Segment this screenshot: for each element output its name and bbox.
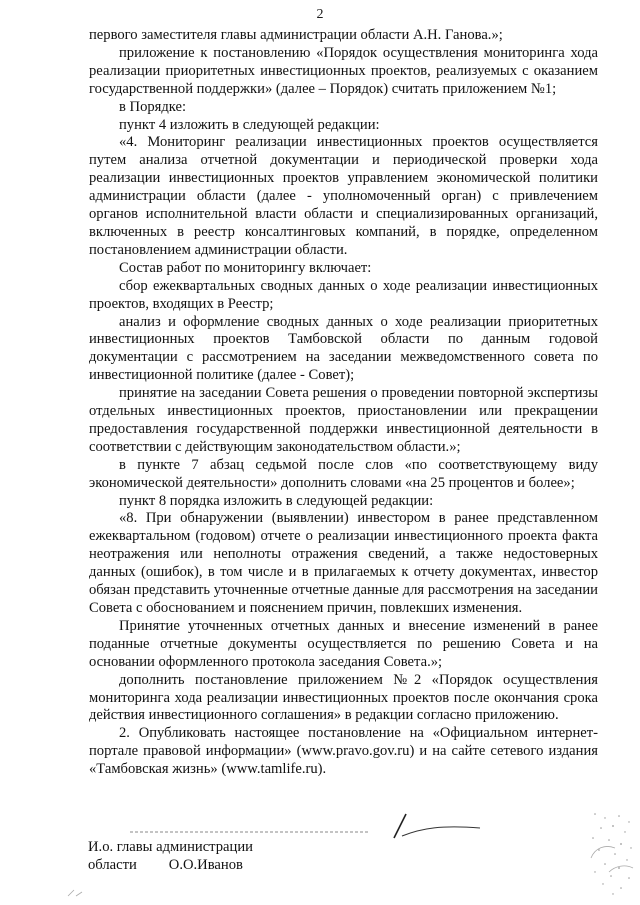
paragraph: пункт 8 порядка изложить в следующей редакции: bbox=[119, 492, 434, 509]
signature-block bbox=[88, 839, 253, 874]
paragraph: анализ и оформление сводных данных о ходе реализации приоритетных инвестиционных проектов Тамбовской области по данным годовой документации с рассмотрением на заседании межведомственного совета по инвестиционной политике (далее - Совет); bbox=[89, 313, 598, 384]
signatory-name: О.О.Иванов bbox=[168, 856, 243, 873]
paragraph: в Порядке: bbox=[119, 98, 187, 115]
paragraph: приложение к постановлению «Порядок осуществления мониторинга хода реализации приоритетных инвестиционных проектов, реализуемых с оказанием государственной поддержки» (далее – Порядок) считать приложением №1; bbox=[89, 44, 598, 97]
paragraph: Принятие уточненных отчетных данных и внесение изменений в ранее поданные отчетные документы осуществляется по решению Совета и на основании оформленного протокола заседания Совета.»; bbox=[89, 617, 598, 670]
paragraph: сбор ежеквартальных сводных данных о ходе реализации инвестиционных проектов, входящих в Реестр; bbox=[89, 277, 598, 312]
paragraph: пункт 4 изложить в следующей редакции: bbox=[119, 116, 380, 133]
margin-mark bbox=[66, 888, 86, 898]
separator-line bbox=[130, 829, 370, 835]
seal-stamp bbox=[585, 808, 639, 898]
signatory-title: И.о. главы администрации bbox=[88, 839, 253, 855]
paragraph: 2. Опубликовать настоящее постановление на «Официальном интернет-портале правовой информации» (www.pravo.gov.ru) и на сайте сетевого издания «Тамбовская жизнь» (www.tamlife.ru). bbox=[89, 725, 598, 778]
paragraph: принятие на заседании Совета решения о проведении повторной экспертизы отдельных инвестиционных проектов, приостановлении или прекращении предоставления государственной поддержки инвестиционной деятельности в соответствии с действующим законодательством области.»; bbox=[89, 385, 598, 455]
paragraph: в пункте 7 абзац седьмой после слов «по соответствующему виду экономической деятельности» дополнить словами «на 25 процентов и более»; bbox=[89, 456, 598, 491]
paragraph: первого заместителя главы администрации области А.Н. Ганова.»; bbox=[89, 27, 503, 43]
document-body bbox=[89, 27, 598, 779]
paragraph: «4. Мониторинг реализации инвестиционных проектов осуществляется путем анализа отчетной документации и периодической проверки хода реализации инвестиционных проектов управлением экономической политики администрации области (далее - уполномоченный орган) с привлечением органов исполнительной власти области и специализированных организаций, включенных в реестр консалтинговых компаний, в порядке, определенном постановлением администрации области. bbox=[89, 134, 598, 258]
page-number: 2 bbox=[316, 7, 324, 22]
paragraph: дополнить постановление приложением №2 «Порядок осуществления мониторинга хода реализации инвестиционных проектов после окончания срока действия инвестиционного соглашения» в редакции согласно приложению. bbox=[89, 671, 598, 724]
signature-mark bbox=[380, 808, 490, 842]
paragraph: Состав работ по мониторингу включает: bbox=[119, 259, 372, 276]
signatory-title-line2: области О.О.Иванов bbox=[88, 856, 243, 873]
paragraph: «8. При обнаружении (выявлении) инвестором в ранее представленном ежеквартальном (годовом) отчете о реализации инвестиционного проекта факта неотражения или неполноты отражения сведений, а также недостоверных данных (ошибок), в том числе и в прилагаемых к отчету документах, инвестор обязан представить уточненные отчетные данные для рассмотрения на заседании Совета с обоснованием и пояснением причин, повлекших изменения. bbox=[89, 510, 598, 616]
